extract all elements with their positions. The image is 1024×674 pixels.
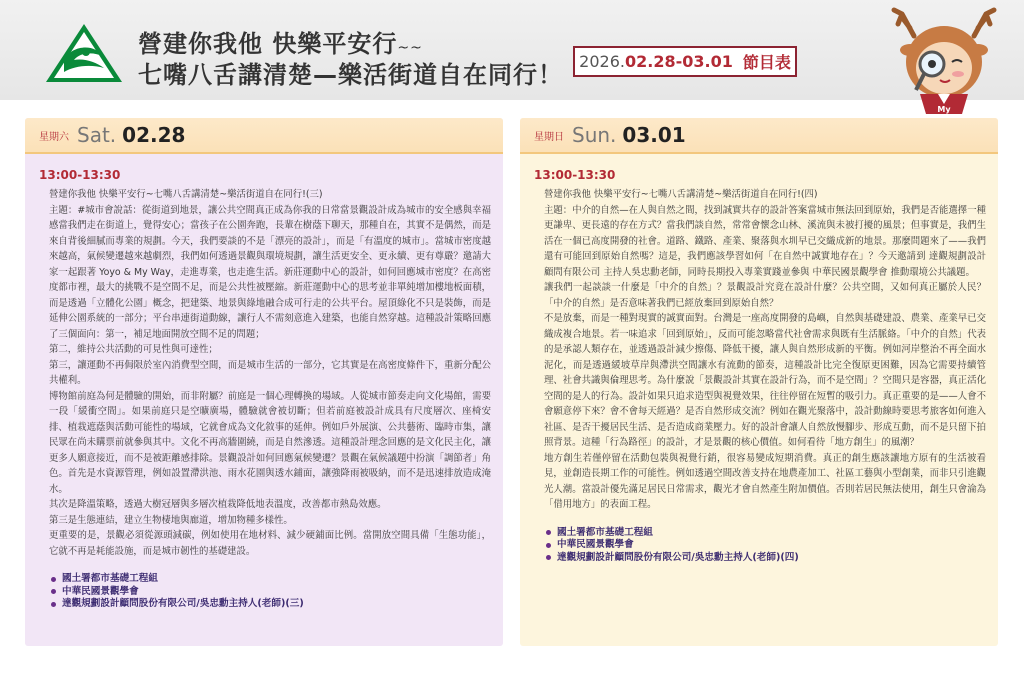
date-range: 02.28-03.01 [624,52,733,71]
program-body-sun [520,154,998,564]
credit-item: 達觀規劃設計顧問股份有限公司/吳忠勳主持人(老師)(四) [546,552,986,565]
paragraph: 主題：#城市會說話：從街道到地景，讓公共空間真正成為你我的日常當景觀設計成為城市的安全感與幸福感當我們走在街道上，覺得安心；當孩子在公園奔跑，長輩在樹蔭下聊天，那種自在，其實不是偶然，而是來自背後細膩而專業的規劃。今天，我們要談的不是「漂亮的設計」，而是「有溫度的城市」。當城市密度越來越高，氣候變遷越來越劇烈，我們如何透過景觀與環境規劃，讓生活更安全、更永續、更有尊嚴？邀請大家一起跟著 Yoyo & My Way，走進專業，也走進生活。新莊運動中心的設計，如何回應城市密度？在高密度都市裡，最大的挑戰不是空間不足，而是公共性被壓縮。新莊運動中心的思考並非單純增加樓地板面積，而是透過「立體化公園」概念，把建築、地景與綠地融合成可行走的公共平台。屋頂綠化不只是裝飾，而是延伸公園系統的一部分；平台串連街道動線，讓行人不需刻意進入建築，也能自然穿越。這種設計策略回應了三個面向：第一，補足地面開放空間不足的問題； [49,204,491,340]
deer-mascot-icon [884,6,1004,118]
bullet-dot-icon [546,543,551,548]
credit-item: 達觀規劃設計顧問股份有限公司/吳忠勳主持人(老師)(三) [51,598,491,611]
paragraph: 地方創生若僅停留在活動包裝與視覺行銷，很容易變成短期消費。真正的創生應該讓地方原有的生活被看見，並創造長期工作的可能性。例如透過空間改善支持在地農產加工、社區工藝與小型創業，而非只引進觀光人潮。當設計優先滿足居民日常需求，觀光才會自然產生附加價值。否則若居民無法使用，創生只會淪為「借用地方」的表面工程。 [544,452,986,510]
paragraph: 博物館前庭為何是體驗的開始，而非附屬？前庭是一個心理轉換的場域。人從城市節奏走向文化場館，需要一段「緩衝空間」。如果前庭只是空曠廣場，體驗就會被切斷；但若前庭被設計成具有尺度層次、座椅安排、植栽遮蔭與活動可能性的場域，它就會成為文化敘事的延伸。例如戶外展演、公共藝術、臨時市集，讓民眾在尚未購票前就參與其中。文化不再高牆圍繞，而是自然滲透。這種設計理念回應的是文化民主化，讓更多人願意接近，而不是被距離感排除。景觀設計如何回應氣候變遷？景觀在氣候議題中扮演「調節者」角色。首先是水資源管理，例如設置滯洪池、雨水花園與透水鋪面，讓強降雨被吸納，而不是迅速排放造成淹水。 [49,390,491,495]
bullet-dot-icon [51,589,56,594]
program-description [534,187,986,513]
time-slot: 13:00-13:30 [534,168,616,182]
day-label: Sun. [572,123,617,147]
credit-item: 國土署都市基礎工程組 [546,527,986,540]
program-description [39,187,491,559]
credit-item: 國土署都市基礎工程組 [51,573,491,586]
logo-icon [44,22,124,84]
day-column-sun [520,118,998,646]
weekday-label: 星期日 [534,131,564,143]
paragraph: 不是放棄，而是一種對現實的誠實面對。台灣是一座高度開發的島嶼，自然與基礎建設、農業、產業早已交織成複合地景。若一味追求「回到原始」，反而可能忽略當代社會需求與既有生活脈絡。「中介的自然」代表的是承認人類存在，並透過設計減少擦傷、降低干擾，讓人與自然形成新的平衡。例如河岸整治不再全面水泥化，而是透過緩坡草岸與滯洪空間讓水有流動的節奏，這種設計比完全復原更困難，因為它需要持續管理、社會共識與倫理思考。為什麼說「景觀設計其實在設計行為，而不是空間」？空間只是容器，真正活化空間的是人的行為。設計如果只追求造型與視覺效果，往往停留在短暫的吸引力。真正重要的是——人會不會願意停下來？會不會每天經過？是否自然形成交流？例如在觀光聚落中，設計動線時要思考旅客如何進入社區、是否干擾居民生活、是否造成商業壓力。好的設計會讓人自然放慢腳步、形成互動，而不是只留下拍照背景。這種「行為路徑」的設計，才是景觀的核心價值。如何看待「地方創生」的風潮？ [544,313,986,448]
paragraph: 更重要的是，景觀必須從源頭減碳，例如使用在地材料、減少硬鋪面比例。當開放空間具備「生態功能」，它就不再是耗能設施，而是城市韌性的基礎建設。 [49,530,491,557]
mascot-badge: My [937,105,951,114]
time-slot: 13:00-13:30 [39,168,121,182]
day-tab-sat [25,118,503,154]
bullet-dot-icon [546,555,551,560]
program-body-sat [25,154,503,611]
title-line1: 營建你我他 快樂平安行~~ [138,30,423,58]
credits-list [39,573,491,611]
paragraph: 營建你我他 快樂平安行~七嘴八舌講清楚~樂活街道自在同行!(三) [49,189,323,200]
date-label: 02.28 [122,123,186,147]
credits-list [534,527,986,565]
bullet-dot-icon [51,602,56,607]
paragraph: 讓我們一起談談一什麼是「中介的自然」？景觀設計究竟在設計什麼？公共空間，又如何真正屬於人民？「中介的自然」是否意味著我們已經放棄回到原始自然？ [544,282,986,309]
credit-item: 中華民國景觀學會 [51,586,491,599]
day-tab-sun [520,118,998,154]
bullet-dot-icon [546,530,551,535]
weekday-label: 星期六 [39,131,69,143]
bullet-dot-icon [51,577,56,582]
paragraph: 主題：中介的自然—在人與自然之間，找到誠實共存的設計答案當城市無法回到原始，我們是否能選擇一種更謙卑、更長遠的存在方式？當我們談自然，常常會懷念山林、溪流與未被打擾的風景；但事實是，我們生活在一個已高度開發的社會。道路、鐵路、產業、聚落與水圳早已交織成新的地景。那麼問題來了——我們還有可能回到原始自然嗎？這是，我們應該學習如何「在自然中誠實地存在」？今天邀請到 達觀規劃設計顧問有限公司 主持人吳忠勳老師，同時長期投入專業實踐並參與 中華民國景觀學會 推動環境公共議題。 [544,204,986,278]
date-schedule-box [573,46,797,77]
paragraph: 第三，讓運動不再侷限於室內消費型空間，而是城市生活的一部分，它其實是在高密度條件下，重新分配公共權利。 [49,359,491,386]
header-banner [0,0,1024,114]
date-label: 03.01 [622,123,686,147]
day-label: Sat. [77,123,117,147]
paragraph: 第三是生態連結，建立生物棲地與廊道，增加物種多樣性。 [49,514,293,526]
schedule-label: 節目表 [742,53,791,72]
paragraph: 其次是降溫策略，透過大樹冠層與多層次植栽降低地表溫度，改善都市熱島效應。 [49,499,387,510]
date-year: 2026. [579,52,625,71]
day-column-sat [25,118,503,646]
paragraph: 營建你我他 快樂平安行~七嘴八舌講清楚~樂活街道自在同行!(四) [544,189,818,200]
paragraph: 第二，維持公共活動的可見性與可達性； [49,344,218,355]
title-line2: 七嘴八舌講清楚—樂活街道自在同行！ [138,61,563,89]
credit-item: 中華民國景觀學會 [546,539,986,552]
